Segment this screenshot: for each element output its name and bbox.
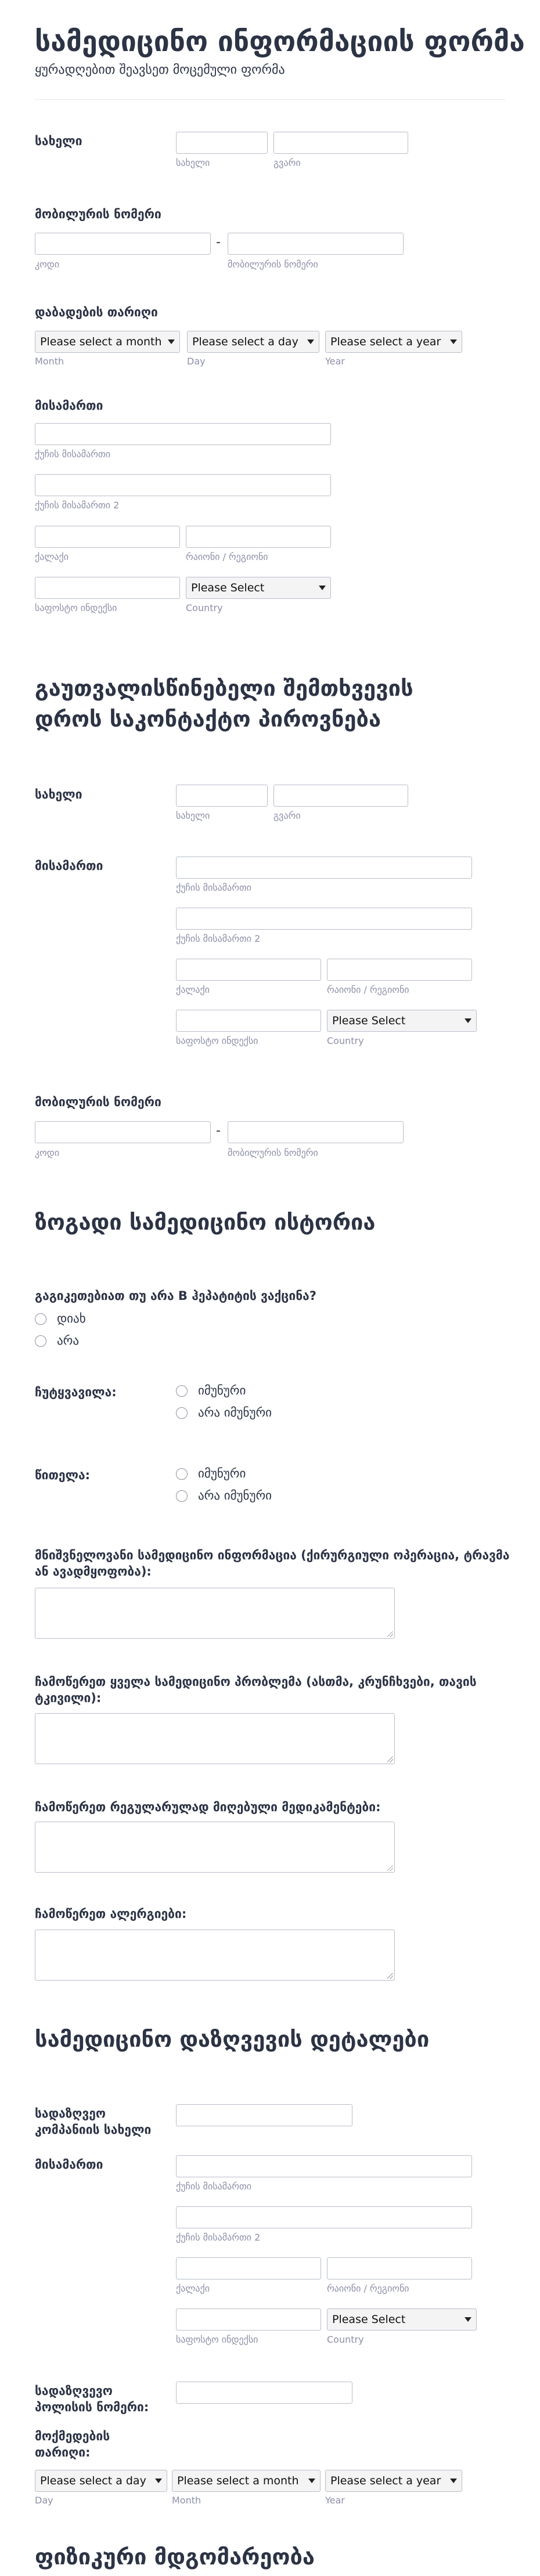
expiry-year-select[interactable] bbox=[325, 2470, 462, 2492]
insurance-street1-sublabel: ქუჩის მისამართი bbox=[176, 2181, 252, 2192]
city-sublabel: ქალაქი bbox=[35, 551, 69, 562]
chevron-down-icon bbox=[465, 1018, 471, 1023]
insurance-postal-sublabel: საფოსტო ინდექსი bbox=[176, 2334, 258, 2345]
city-input[interactable] bbox=[35, 526, 180, 548]
postal-sublabel: საფოსტო ინდექსი bbox=[35, 602, 117, 613]
emergency-city-sublabel: ქალაქი bbox=[176, 984, 210, 995]
expiry-year-value: Please select a year bbox=[330, 2474, 441, 2487]
medications-label: ჩამოწერეთ რეგულარულად მიღებული მედიკამენტები: bbox=[35, 1800, 381, 1814]
physical-section-title: ფიზიკური მდგომარეობა bbox=[35, 2544, 315, 2570]
dob-label: დაბადების თარიღი bbox=[35, 305, 158, 319]
street2-input[interactable] bbox=[35, 474, 331, 496]
chickenpox-not-immune-label[interactable]: არა იმუნური bbox=[198, 1406, 272, 1419]
chickenpox-immune-label[interactable]: იმუნური bbox=[198, 1383, 246, 1397]
measles-label: წითელა: bbox=[35, 1468, 91, 1482]
dob-day-sublabel: Day bbox=[187, 356, 206, 367]
emergency-first-name-input[interactable] bbox=[176, 785, 268, 807]
phone-area-sublabel: კოდი bbox=[35, 259, 60, 270]
emergency-state-input[interactable] bbox=[327, 959, 472, 981]
emergency-phone-label: მობილურის ნომერი bbox=[35, 1095, 161, 1109]
resize-handle-icon[interactable] bbox=[387, 1757, 393, 1762]
phone-number-input[interactable] bbox=[228, 233, 404, 255]
header-divider bbox=[35, 99, 505, 100]
emergency-address-label: მისამართი bbox=[35, 859, 103, 873]
insurance-country-sublabel: Country bbox=[327, 2334, 364, 2345]
important-info-label: მნიშვნელოვანი სამედიცინო ინფორმაცია (ქირურგიული ოპერაცია, ტრავმა ან ავადმყოფობა): bbox=[35, 1548, 510, 1579]
chevron-down-icon bbox=[450, 339, 457, 344]
resize-handle-icon[interactable] bbox=[387, 1631, 393, 1637]
emergency-name-label: სახელი bbox=[35, 787, 82, 801]
insurance-city-input[interactable] bbox=[176, 2257, 321, 2279]
emergency-street1-sublabel: ქუჩის მისამართი bbox=[176, 882, 252, 893]
hepatitis-question-label: გაგიკეთებიათ თუ არა B ჰეპატიტის ვაქცინა? bbox=[35, 1289, 316, 1303]
phone-dash: - bbox=[216, 235, 221, 250]
allergies-label: ჩამოწერეთ ალერგიები: bbox=[35, 1907, 187, 1921]
state-sublabel: რაიონი / რეგიონი bbox=[186, 551, 268, 562]
dob-month-select[interactable] bbox=[35, 331, 180, 353]
measles-immune-label[interactable]: იმუნური bbox=[198, 1466, 246, 1480]
chevron-down-icon bbox=[155, 2479, 162, 2483]
country-value: Please Select bbox=[191, 581, 265, 594]
emergency-phone-area-input[interactable] bbox=[35, 1121, 211, 1143]
emergency-street2-input[interactable] bbox=[176, 908, 472, 930]
insurance-country-value: Please Select bbox=[332, 2313, 406, 2326]
country-select[interactable] bbox=[186, 577, 331, 599]
page-title: სამედიცინო ინფორმაციის ფორმა bbox=[35, 26, 525, 58]
allergies-textarea[interactable] bbox=[35, 1930, 395, 1981]
emergency-postal-sublabel: საფოსტო ინდექსი bbox=[176, 1035, 258, 1046]
current-problems-textarea[interactable] bbox=[35, 1713, 395, 1764]
hepatitis-no-radio[interactable] bbox=[35, 1335, 46, 1347]
last-name-input[interactable] bbox=[273, 132, 408, 154]
emergency-last-name-input[interactable] bbox=[273, 785, 408, 807]
insurance-address-label: მისამართი bbox=[35, 2158, 103, 2172]
emergency-last-name-sublabel: გვარი bbox=[273, 810, 301, 821]
expiry-day-value: Please select a day bbox=[40, 2474, 146, 2487]
resize-handle-icon[interactable] bbox=[387, 1973, 393, 1979]
resize-handle-icon[interactable] bbox=[387, 1865, 393, 1871]
insurance-expiry-label: მოქმედების თარიღი: bbox=[35, 2429, 110, 2460]
measles-immune-radio[interactable] bbox=[176, 1468, 188, 1480]
insurance-state-sublabel: რაიონი / რეგიონი bbox=[327, 2283, 409, 2294]
emergency-section-title: გაუთვალისწინებელი შემთხვევის დროს საკონტაქტო პიროვნება bbox=[35, 675, 413, 732]
chevron-down-icon bbox=[465, 2317, 471, 2322]
expiry-month-sublabel: Month bbox=[172, 2495, 201, 2506]
emergency-country-select[interactable] bbox=[327, 1010, 477, 1032]
name-label: სახელი bbox=[35, 134, 82, 148]
emergency-country-value: Please Select bbox=[332, 1014, 406, 1027]
emergency-country-sublabel: Country bbox=[327, 1035, 364, 1046]
last-name-sublabel: გვარი bbox=[273, 157, 301, 168]
current-problems-label: ჩამოწერეთ ყველა სამედიცინო პრობლემა (ასთმა, კრუნჩხვები, თავის ტკივილი): bbox=[35, 1675, 477, 1706]
chickenpox-label: ჩუტყვავილა: bbox=[35, 1385, 117, 1399]
insurance-street2-sublabel: ქუჩის მისამართი 2 bbox=[176, 2232, 261, 2243]
insurance-policy-input[interactable] bbox=[176, 2382, 352, 2404]
chevron-down-icon bbox=[308, 2479, 315, 2483]
chevron-down-icon bbox=[450, 2479, 457, 2483]
first-name-input[interactable] bbox=[176, 132, 268, 154]
emergency-phone-number-input[interactable] bbox=[228, 1121, 404, 1143]
chevron-down-icon bbox=[168, 339, 175, 344]
history-section-title: ზოგადი სამედიცინო ისტორია bbox=[35, 1209, 376, 1235]
hepatitis-yes-label[interactable]: დიახ bbox=[57, 1312, 86, 1325]
expiry-day-sublabel: Day bbox=[35, 2495, 53, 2506]
street2-sublabel: ქუჩის მისამართი 2 bbox=[35, 500, 120, 511]
expiry-year-sublabel: Year bbox=[325, 2495, 345, 2506]
dob-day-select[interactable] bbox=[187, 331, 319, 353]
dob-year-sublabel: Year bbox=[325, 356, 345, 367]
important-info-textarea[interactable] bbox=[35, 1588, 395, 1639]
insurance-postal-input[interactable] bbox=[176, 2308, 321, 2331]
expiry-month-value: Please select a month bbox=[177, 2474, 299, 2487]
dob-day-value: Please select a day bbox=[192, 335, 298, 348]
street1-sublabel: ქუჩის მისამართი bbox=[35, 449, 111, 460]
measles-not-immune-label[interactable]: არა იმუნური bbox=[198, 1488, 272, 1502]
country-sublabel: Country bbox=[186, 602, 223, 613]
medications-textarea[interactable] bbox=[35, 1822, 395, 1873]
insurance-section-title: სამედიცინო დაზღვევის დეტალები bbox=[35, 2026, 430, 2052]
state-input[interactable] bbox=[186, 526, 331, 548]
chevron-down-icon bbox=[307, 339, 314, 344]
insurance-street1-input[interactable] bbox=[176, 2155, 472, 2177]
emergency-phone-number-sublabel: მობილურის ნომერი bbox=[228, 1147, 318, 1158]
chickenpox-immune-radio[interactable] bbox=[176, 1385, 188, 1397]
first-name-sublabel: სახელი bbox=[176, 157, 210, 168]
dob-year-value: Please select a year bbox=[330, 335, 441, 348]
insurance-company-input[interactable] bbox=[176, 2104, 352, 2126]
hepatitis-yes-radio[interactable] bbox=[35, 1313, 46, 1325]
expiry-month-select[interactable] bbox=[172, 2470, 321, 2492]
emergency-first-name-sublabel: სახელი bbox=[176, 810, 210, 821]
emergency-state-sublabel: რაიონი / რეგიონი bbox=[327, 984, 409, 995]
dob-month-value: Please select a month bbox=[40, 335, 162, 348]
expiry-day-select[interactable] bbox=[35, 2470, 167, 2492]
emergency-city-input[interactable] bbox=[176, 959, 321, 981]
emergency-phone-area-sublabel: კოდი bbox=[35, 1147, 60, 1158]
emergency-phone-dash: - bbox=[216, 1123, 221, 1138]
chevron-down-icon bbox=[319, 586, 326, 590]
phone-number-sublabel: მობილურის ნომერი bbox=[228, 259, 318, 270]
street1-input[interactable] bbox=[35, 423, 331, 445]
address-label: მისამართი bbox=[35, 399, 103, 413]
emergency-postal-input[interactable] bbox=[176, 1010, 321, 1032]
measles-not-immune-radio[interactable] bbox=[176, 1490, 188, 1502]
insurance-state-input[interactable] bbox=[327, 2257, 472, 2279]
dob-month-sublabel: Month bbox=[35, 356, 64, 367]
insurance-policy-label: სადაზღვევო პოლისის ნომერი: bbox=[35, 2384, 149, 2415]
insurance-city-sublabel: ქალაქი bbox=[176, 2283, 210, 2294]
page-subtitle: ყურადღებით შეავსეთ მოცემული ფორმა bbox=[35, 63, 285, 77]
dob-year-select[interactable] bbox=[325, 331, 462, 353]
chickenpox-not-immune-radio[interactable] bbox=[176, 1407, 188, 1419]
insurance-street2-input[interactable] bbox=[176, 2206, 472, 2228]
insurance-country-select[interactable] bbox=[327, 2308, 477, 2331]
hepatitis-no-label[interactable]: არა bbox=[57, 1334, 80, 1347]
phone-area-input[interactable] bbox=[35, 233, 211, 255]
emergency-street1-input[interactable] bbox=[176, 857, 472, 879]
insurance-company-label: სადაზღვეო კომპანიის სახელი bbox=[35, 2107, 152, 2137]
postal-input[interactable] bbox=[35, 577, 180, 599]
phone-label: მობილურის ნომერი bbox=[35, 207, 161, 221]
emergency-street2-sublabel: ქუჩის მისამართი 2 bbox=[176, 933, 261, 944]
